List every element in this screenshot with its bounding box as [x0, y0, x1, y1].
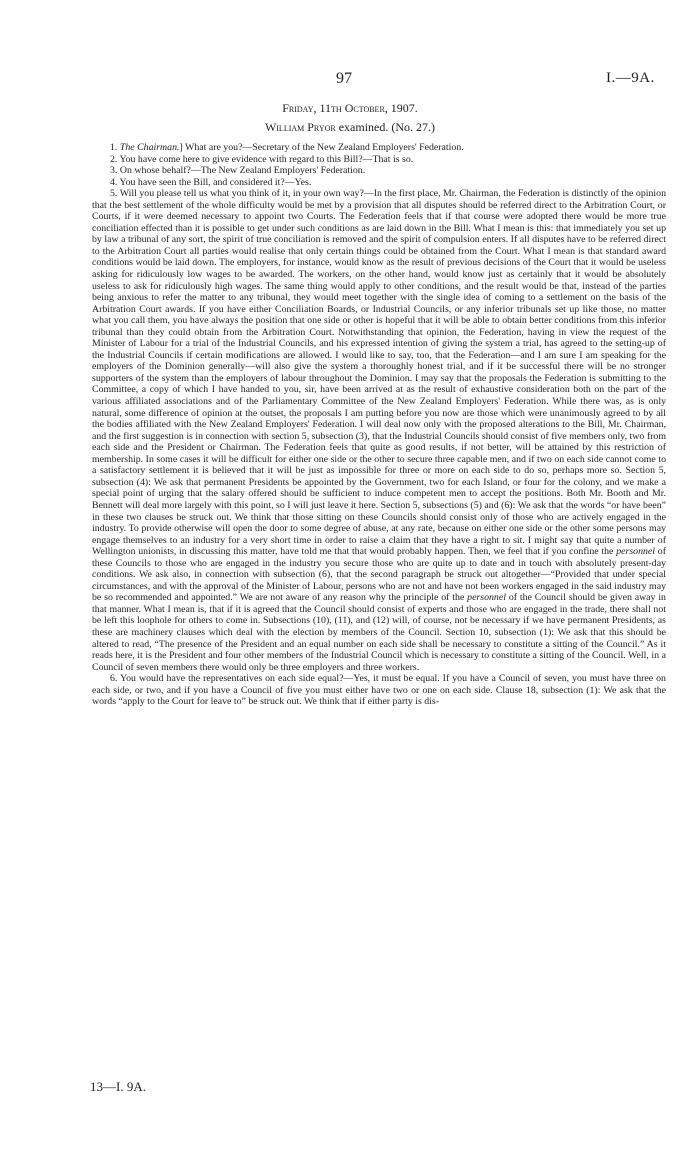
paragraph: 6. You would have the representatives on each side equal?—Yes, it must be equal. If you have a Council of seven, you must have three on each side, or two, and if you have a Council of five you must either have two or one on each side. Clause 18, subsection (1): We ask that the words “apply to the Court for leave to” be struck out. We think that if either party is dis- [92, 673, 666, 708]
witness-status: examined. [338, 120, 389, 134]
paragraph: 1. The Chairman.] What are you?—Secretary of the New Zealand Employers' Federation. [110, 142, 464, 153]
paper-reference: I.—9A. [606, 70, 655, 86]
witness-number: (No. 27.) [391, 120, 436, 134]
paragraph: 4. You have seen the Bill, and considered it?—Yes. [110, 176, 312, 188]
paragraph: 3. On whose behalf?—The New Zealand Employers' Federation. [110, 165, 366, 177]
page-number: 97 [336, 70, 352, 87]
paragraph: 2. You have come here to give evidence with regard to this Bill?—That is so. [110, 153, 414, 165]
witness-name: William Pryor [264, 120, 336, 134]
witness-line [0, 120, 700, 135]
minutes-body [92, 142, 666, 708]
date-line: Friday, 11th October, 1907. [282, 101, 418, 115]
paragraph: 5. Will you please tell us what you think of it, in your own way?—In the first place, Mr. Chairman, the Federation is distinctly of the opinion that the best settlement of the whole difficulty would be met by a provision that all disputes should be referred direct to the Arbitration Court, or Courts, if it were deemed necessary to appoint two Courts. The Federation feels that if that course were adopted there would be more true conciliation effected than it is possible to get under such conditions as are laid down in the Bill. What I mean is this: that immediately you set up by law a tribunal of any sort, the spirit of true conciliation is removed and the spirit of compulsion enters. If all disputes have to be referred direct to the Arbitration Court all parties would realise that only certain things could be obtained from the Court. What I mean is that standard award conditions would be laid down. The employers, for instance, would know as the result of previous decisions of the Court that it would be useless asking for ridiculously low wages to be awarded. The workers, on the other hand, would know just as certainly that it would be absolutely useless to ask for ridiculously high wages. The same thing would apply to other conditions, and the result would be that, instead of the parties being anxious to refer the matter to any tribunal, they would meet together with the single idea of coming to a settlement on the basis of the Arbitration Court awards. If you have either Conciliation Boards, or Industrial Councils, or any inferior tribunals set up like those, no matter what you call them, you have always the position that one side or other is hopeful that it will be able to obtain better conditions from this inferior tribunal than they could obtain from the Arbitration Court. Notwithstanding that opinion, the Federation, having in view the request of the Minister of Labour for a trial of the Industrial Councils, and his expressed intention of giving the system a trial, has agreed to the setting-up of the Industrial Councils if certain modifications are allowed. I would like to say, too, that the Federation—and I am sure I am speaking for the employers of the Dominion generally—will also give the system a thoroughly honest trial, and if it be successful there will be no stronger supporters of the system than the employers of labour throughout the Dominion. I may say that the proposals the Federation is submitting to the Committee, a copy of which I have handed to you, sir, have been arrived at as the result of exhaustive consideration both on the part of the various affiliated associations and of the Parliamentary Committee of the New Zealand Employers' Federation. While there was, as is only natural, some difference of opinion at the outset, the proposals I am putting before you now are those which were unanimously agreed to by all the bodies affiliated with the New Zealand Employers' Federation. I will deal now only with the proposed alterations to the Bill, Mr. Chairman, and the first suggestion is in connection with section 5, subsection (3), that the Industrial Councils should consist of five members only, two from each side and the President or Chairman. The Federation feels that quite as good results, if not better, will be attained by this restriction of membership. In some cases it will be difficult for either one side or the other to secure three capable men, and if two on each side cannot come to a satisfactory settlement it is believed that it will be just as impossible for three or more on each side to do so, perhaps more so. Section 5, subsection (4): We ask that permanent Presidents be appointed by the Government, two for each Island, or four for the colony, and we make a special point of urging that the salary offered should be sufficient to induce competent men to accept the positions. Both Mr. Booth and Mr. Bennett will deal more largely with this point, so I will just leave it here. Section 5, subsections (5) and (6): We ask that the words “or have been” in these two clauses be struck out. We think that those sitting on these Councils should consist only of those who are actively engaged in the industry. To provide otherwise will open the door to some degree of abuse, at any rate, because on either one side or the other some persons may engage themselves to an industry for a very short time in order to raise a claim that they have a right to sit. I might say that quite a number of Wellington unionists, in discussing this matter, have told me that that would probably happen. Then, we feel that if you confine the personnel of these Councils to those who are engaged in the industry you secure those who are quite up to date and in touch with absolutely present-day conditions. We ask also, in connection with subsection (6), that the second paragraph be struck out altogether—“Provided that under special circumstances, and with the approval of the Minister of Labour, persons who are not and have not been workers engaged in the said industry may be so recommended and appointed.” We are not aware of any reason why the principle of the personnel of the Council should be given away in that manner. What I mean is, that if it is agreed that the Council should consist of experts and those who are engaged in the trade, there shall not be left this loophole for others to come in. Subsections (10), (11), and (12) will, of course, not be necessary if we have permanent Presidents, as these are machinery clauses which deal with the election by members of the Council. Section 10, subsection (1): We ask that this should be altered to read, “The presence of the President and an equal number on each side shall be necessary to constitute a sitting of the Council.” As it reads here, it is the President and four other members of the Industrial Council which is necessary to constitute a sitting of the Council. Well, in a Council of seven members there would only be three employers and three workers. [92, 188, 666, 673]
page-signature: 13—I. 9A. [90, 1079, 146, 1094]
